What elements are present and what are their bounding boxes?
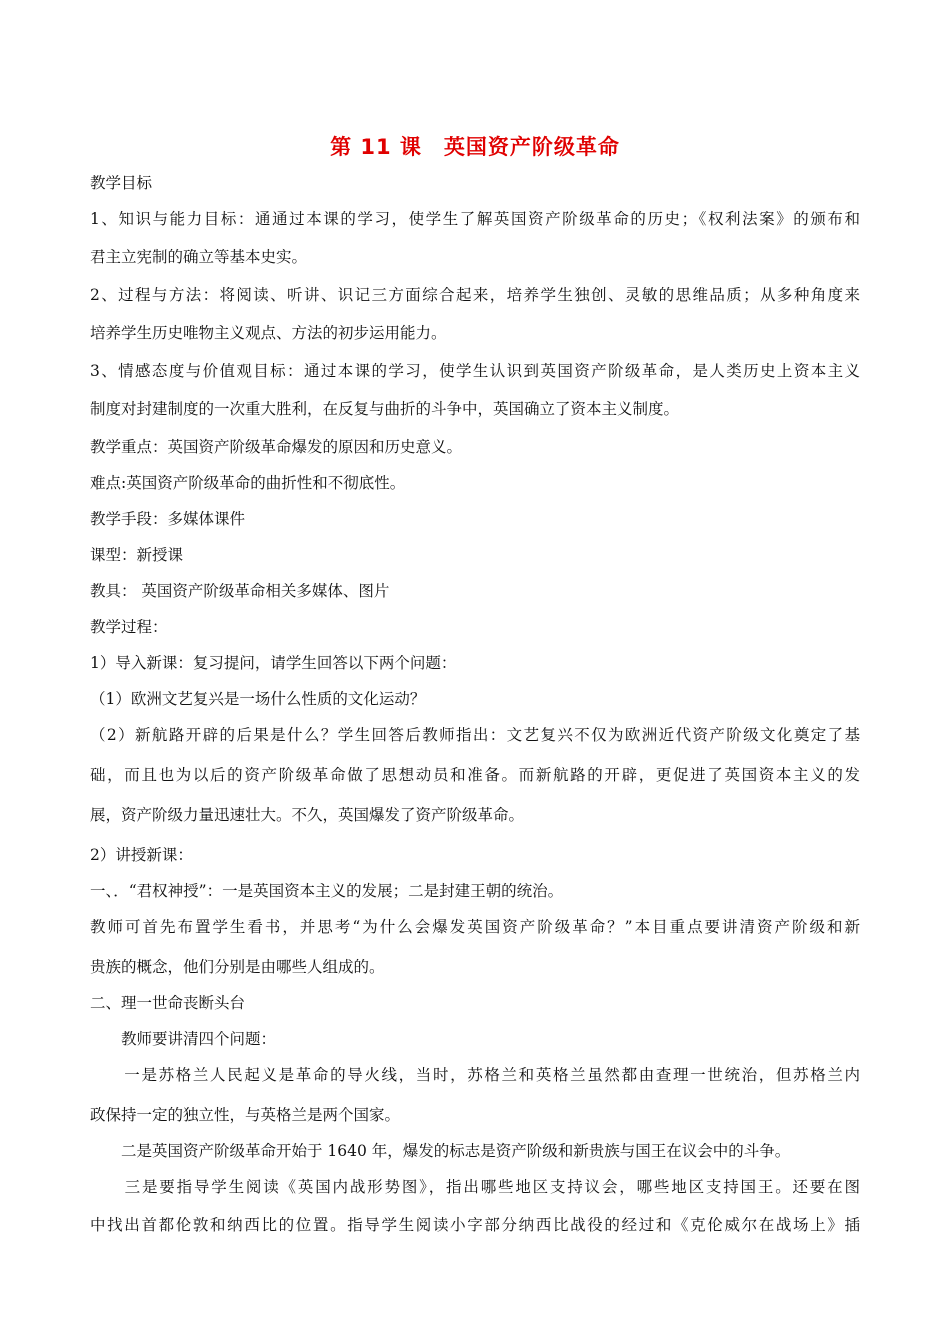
paragraph-line: （2）新航路开辟的后果是什么？学生回答后教师指出：文艺复兴不仅为欧洲近代资产阶级文化奠定了基 (90, 726, 860, 744)
paragraph-line: 教师可首先布置学生看书，并思考“为什么会爆发英国资产阶级革命？”本目重点要讲清资产阶级和新 (90, 918, 860, 936)
paragraph-line: 二是英国资产阶级革命开始于 1640 年，爆发的标志是资产阶级和新贵族与国王在议会中的斗争。 (90, 1142, 791, 1160)
paragraph-line: 中找出首都伦敦和纳西比的位置。指导学生阅读小字部分纳西比战役的经过和《克伦威尔在战场上》插 (90, 1216, 860, 1234)
paragraph-line: 2、过程与方法：将阅读、听讲、识记三方面综合起来，培养学生独创、灵敏的思维品质；从多种角度来 (90, 286, 860, 304)
paragraph-line: 君主立宪制的确立等基本史实。 (90, 248, 308, 266)
paragraph-line: 政保持一定的独立性，与英格兰是两个国家。 (90, 1106, 401, 1124)
lesson-title: 第 11 课 英国资产阶级革命 (330, 135, 620, 159)
paragraph-line: 教学重点：英国资产阶级革命爆发的原因和历史意义。 (90, 438, 463, 456)
paragraph-line: 教具： 英国资产阶级革命相关多媒体、图片 (90, 582, 390, 600)
paragraph-line: 一、．“君权神授”：一是英国资本主义的发展；二是封建王朝的统治。 (90, 882, 564, 900)
paragraph-line: 3、情感态度与价值观目标：通过本课的学习，使学生认识到英国资产阶级革命，是人类历史上资本主义 (90, 362, 860, 380)
paragraph-line: 贵族的概念，他们分别是由哪些人组成的。 (90, 958, 385, 976)
paragraph-line: 1、知识与能力目标：通通过本课的学习，使学生了解英国资产阶级革命的历史；《权利法案》的颁布和 (90, 210, 860, 228)
paragraph-line: 培养学生历史唯物主义观点、方法的初步运用能力。 (90, 324, 447, 342)
section-heading-process: 教学过程： (90, 618, 168, 636)
paragraph-line: 教师要讲清四个问题： (90, 1030, 277, 1048)
paragraph-line: 2）讲授新课： (90, 846, 193, 864)
paragraph-line: 三是要指导学生阅读《英国内战形势图》，指出哪些地区支持议会，哪些地区支持国王。还要在图 (90, 1178, 860, 1196)
paragraph-line: 展，资产阶级力量迅速壮大。不久，英国爆发了资产阶级革命。 (90, 806, 525, 824)
paragraph-line: （1）欧洲文艺复兴是一场什么性质的文化运动？ (90, 690, 426, 708)
paragraph-line: 教学手段：多媒体课件 (90, 510, 246, 528)
section-heading: 二、理一世命丧断头台 (90, 994, 246, 1012)
paragraph-line: 一是苏格兰人民起义是革命的导火线，当时，苏格兰和英格兰虽然都由查理一世统治，但苏格兰内 (90, 1066, 860, 1084)
paragraph-line: 础，而且也为以后的资产阶级革命做了思想动员和准备。而新航路的开辟，更促进了英国资本主义的发 (90, 766, 860, 784)
section-heading-objectives: 教学目标 (90, 174, 153, 192)
paragraph-line: 制度对封建制度的一次重大胜利，在反复与曲折的斗争中，英国确立了资本主义制度。 (90, 400, 680, 418)
paragraph-line: 课型：新授课 (90, 546, 184, 564)
paragraph-line: 1）导入新课：复习提问，请学生回答以下两个问题： (90, 654, 457, 672)
paragraph-line: 难点:英国资产阶级革命的曲折性和不彻底性。 (90, 474, 406, 492)
